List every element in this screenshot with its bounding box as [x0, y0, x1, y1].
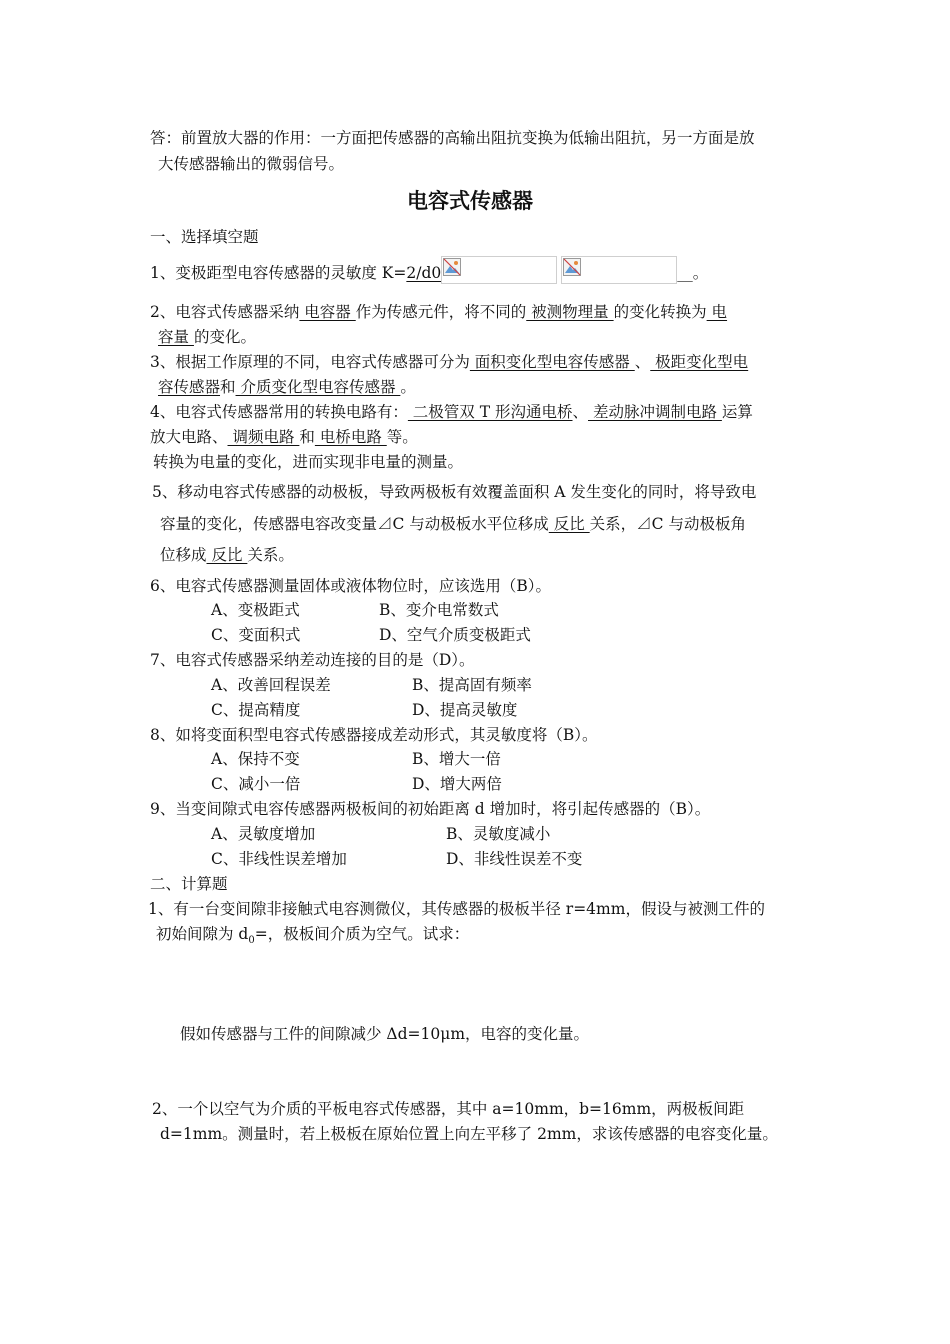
- question-8-stem: 8、如将变面积型电容式传感器接成差动形式，其灵敏度将（B）。: [150, 726, 598, 744]
- q5-text: 位移成: [160, 546, 207, 564]
- q2-text: 的变化转换为: [613, 303, 707, 321]
- q5-answer: 反比: [206, 546, 248, 564]
- section-heading-fill-in: 一、选择填空题: [150, 228, 259, 246]
- page-title: 电容式传感器: [407, 188, 533, 213]
- p1-text: =，极板间介质为空气。试求：: [254, 925, 470, 943]
- q4-text: 4、电容式传感器常用的转换电路有：: [150, 403, 408, 421]
- q6-option-d: D、空气介质变极距式: [379, 626, 531, 644]
- q3-answer: 面积变化型电容传感器: [469, 353, 635, 371]
- q4-text: 运算: [721, 403, 753, 421]
- q1-suffix: __。: [677, 264, 709, 282]
- p1-subscript: 0: [248, 935, 255, 947]
- p1-text: 初始间隙为 d: [156, 925, 249, 943]
- q4-answer: 差动脉冲调制电路: [588, 403, 722, 421]
- q7-option-c: C、提高精度: [211, 701, 301, 719]
- broken-image-placeholder: [561, 256, 677, 284]
- q3-answer: 容传感器: [158, 378, 221, 396]
- q2-answer: 电: [706, 303, 728, 321]
- q7-option-a: A、改善回程误差: [211, 676, 331, 694]
- question-5-line-3: [160, 545, 294, 565]
- q4-text: 、: [572, 403, 589, 421]
- q9-option-c: C、非线性误差增加: [211, 850, 347, 868]
- broken-image-placeholder: [441, 256, 557, 284]
- q3-text: 、: [634, 353, 651, 371]
- q4-answer: 二极管双 T 形沟通电桥: [407, 403, 573, 421]
- q3-text: 和: [220, 378, 236, 396]
- q3-answer: 极距变化型电: [650, 353, 749, 371]
- q4-text: 等。: [386, 428, 418, 446]
- question-2-line-2: [158, 327, 256, 347]
- section-heading-calculation: 二、计算题: [150, 875, 228, 893]
- broken-image-icon: [443, 258, 461, 276]
- q3-answer: 介质变化型电容传感器: [235, 378, 401, 396]
- question-4-line-1: [150, 402, 753, 422]
- q3-text: 3、根据工作原理的不同，电容式传感器可分为: [150, 353, 470, 371]
- q5-answer: 反比: [548, 515, 590, 533]
- question-3-line-1: [150, 352, 748, 372]
- q9-option-b: B、灵敏度减小: [446, 825, 551, 843]
- q8-option-d: D、增大两倍: [412, 775, 502, 793]
- intro-line-2: 大传感器输出的微弱信号。: [158, 155, 345, 173]
- problem-1-line-2: [156, 924, 469, 951]
- q6-option-c: C、变面积式: [211, 626, 301, 644]
- q9-option-a: A、灵敏度增加: [211, 825, 316, 843]
- intro-line-1: 答：前置放大器的作用：一方面把传感器的高输出阻抗变换为低输出阻抗，另一方面是放: [150, 129, 755, 147]
- q4-text: 和: [299, 428, 315, 446]
- q2-text: 2、电容式传感器采纳: [150, 303, 300, 321]
- problem-2-line-2: d=1mm。测量时，若上极板在原始位置上向左平移了 2mm，求该传感器的电容变化量。: [160, 1125, 778, 1143]
- q6-option-a: A、变极距式: [211, 601, 300, 619]
- q6-option-b: B、变介电常数式: [379, 601, 499, 619]
- q4-answer: 调频电路: [227, 428, 300, 446]
- q7-option-d: D、提高灵敏度: [412, 701, 518, 719]
- question-2-line-1: [150, 302, 727, 322]
- q1-prefix: 1、变极距型电容传感器的灵敏度 K=: [150, 264, 407, 282]
- q2-answer: 被测物理量: [526, 303, 614, 321]
- q1-answer: 2/d0: [406, 264, 442, 282]
- q2-text: 的变化。: [193, 328, 256, 346]
- question-6-stem: 6、电容式传感器测量固体或液体物位时，应该选用（B）。: [150, 577, 552, 595]
- problem-1-question: 假如传感器与工件的间隙减少 Δd=10μm，电容的变化量。: [180, 1025, 590, 1043]
- broken-image-icon: [563, 258, 581, 276]
- q3-text: 。: [400, 378, 416, 396]
- question-5-line-2: [160, 514, 746, 534]
- q2-text: 作为传感元件，将不同的: [355, 303, 527, 321]
- question-3-line-2: [158, 377, 416, 397]
- question-5-line-1: 5、移动电容式传感器的动极板，导致两极板有效覆盖面积 A 发生变化的同时，将导致电: [152, 483, 757, 501]
- question-4-line-2: [150, 427, 418, 447]
- q4-text: 放大电路、: [150, 428, 228, 446]
- q8-option-a: A、保持不变: [211, 750, 300, 768]
- problem-2-line-1: 2、一个以空气为介质的平板电容式传感器，其中 a=10mm，b=16mm，两极板间距: [152, 1100, 745, 1118]
- q4-answer: 电桥电路: [314, 428, 387, 446]
- problem-1-line-1: 1、有一台变间隙非接触式电容测微仪，其传感器的极板半径 r=4mm，假设与被测工件的: [148, 900, 765, 918]
- q5-text: 容量的变化，传感器电容改变量⊿C 与动极板水平位移成: [160, 515, 549, 533]
- q2-answer: 电容器: [299, 303, 356, 321]
- q8-option-c: C、减小一倍: [211, 775, 301, 793]
- q2-answer: 容量: [158, 328, 194, 346]
- q5-text: 关系。: [247, 546, 294, 564]
- q7-option-b: B、提高固有频率: [412, 676, 532, 694]
- question-1: [150, 256, 708, 284]
- q8-option-b: B、增大一倍: [412, 750, 501, 768]
- q5-text: 关系，⊿C 与动极板角: [589, 515, 746, 533]
- q9-option-d: D、非线性误差不变: [446, 850, 583, 868]
- question-4-note: 转换为电量的变化，进而实现非电量的测量。: [153, 453, 464, 471]
- question-9-stem: 9、当变间隙式电容传感器两极板间的初始距离 d 增加时，将引起传感器的（B）。: [150, 800, 711, 818]
- question-7-stem: 7、电容式传感器采纳差动连接的目的是（D）。: [150, 651, 475, 669]
